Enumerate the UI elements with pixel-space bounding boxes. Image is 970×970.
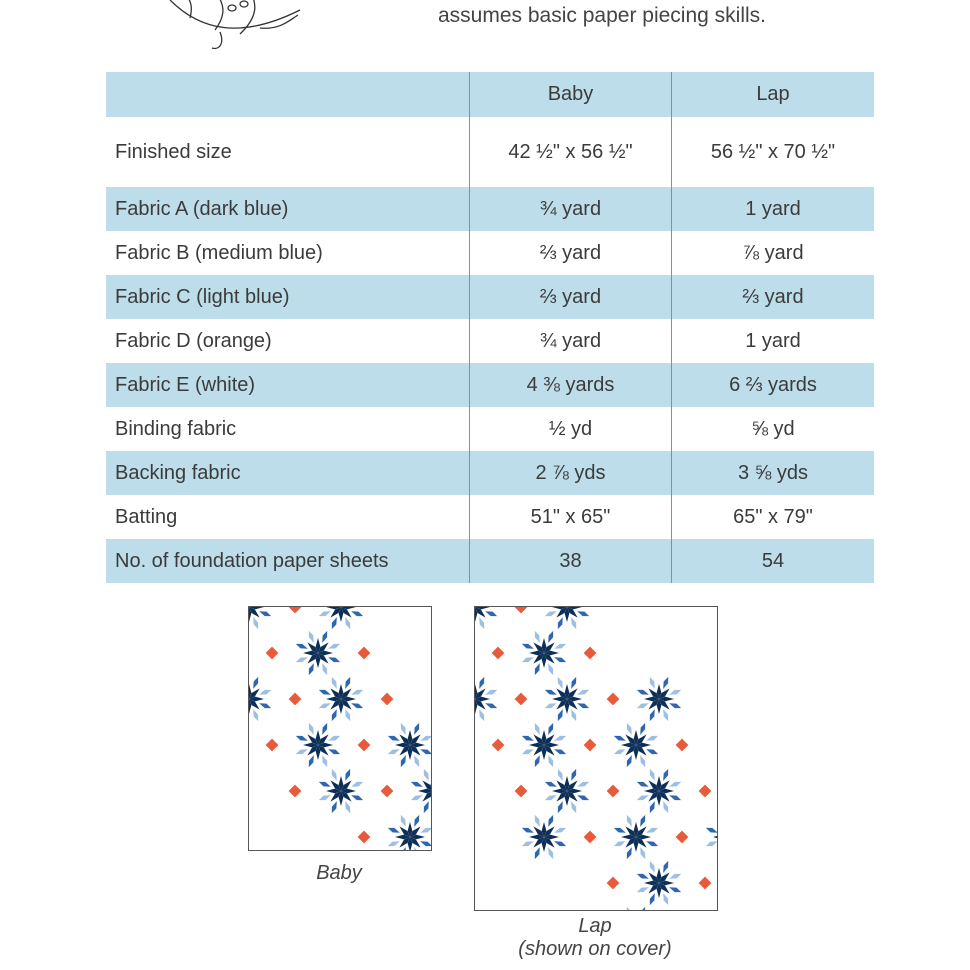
table-row xyxy=(106,319,874,363)
row-label: Fabric A (dark blue) xyxy=(106,187,470,231)
orange-diamond xyxy=(492,739,505,752)
row-baby-value: ¾ yard xyxy=(470,319,672,363)
orange-diamond xyxy=(584,739,597,752)
row-label: Backing fabric xyxy=(106,451,470,495)
orange-diamond xyxy=(515,785,528,798)
row-lap-value: ⅔ yard xyxy=(672,275,875,319)
header-item xyxy=(106,72,470,117)
orange-diamond xyxy=(358,647,371,660)
table-row xyxy=(106,231,874,275)
row-baby-value: 38 xyxy=(470,539,672,583)
orange-diamond xyxy=(607,693,620,706)
row-lap-value: 56 ½" x 70 ½" xyxy=(672,117,875,187)
orange-diamond xyxy=(381,693,394,706)
orange-diamond xyxy=(515,607,528,613)
table-row xyxy=(106,275,874,319)
star-block xyxy=(544,607,590,630)
row-label: Fabric E (white) xyxy=(106,363,470,407)
row-lap-value: 1 yard xyxy=(672,187,875,231)
table-row xyxy=(106,117,874,187)
table-header-row xyxy=(106,72,874,117)
intro-text: assumes basic paper piecing skills. xyxy=(438,4,766,27)
baby-quilt-diagram xyxy=(248,606,432,851)
star-block xyxy=(521,630,567,676)
orange-diamond xyxy=(515,693,528,706)
row-lap-value: ⅝ yd xyxy=(672,407,875,451)
star-block xyxy=(475,607,498,630)
orange-diamond xyxy=(607,785,620,798)
baby-quilt-caption: Baby xyxy=(316,862,362,884)
row-baby-value: ⅔ yard xyxy=(470,275,672,319)
header-lap: Lap xyxy=(672,72,875,117)
star-block xyxy=(613,814,659,860)
row-lap-value: 1 yard xyxy=(672,319,875,363)
orange-diamond xyxy=(289,693,302,706)
orange-diamond xyxy=(676,739,689,752)
star-block xyxy=(318,676,364,722)
star-block xyxy=(475,676,498,722)
star-block xyxy=(318,768,364,814)
orange-diamond xyxy=(289,607,302,613)
fabric-requirements-table xyxy=(106,72,874,583)
star-block xyxy=(613,906,659,910)
row-label: Binding fabric xyxy=(115,417,237,440)
star-block xyxy=(249,676,272,722)
row-lap-value: 3 ⅝ yds xyxy=(672,451,875,495)
row-baby-value: 4 ⅜ yards xyxy=(470,363,672,407)
star-block xyxy=(705,814,717,860)
table-row xyxy=(106,495,874,539)
row-lap-value: 6 ⅔ yards xyxy=(672,363,875,407)
table-row xyxy=(106,407,874,451)
header-baby: Baby xyxy=(470,72,672,117)
star-block xyxy=(521,722,567,768)
row-label: Fabric D (orange) xyxy=(115,329,272,352)
orange-diamond xyxy=(584,647,597,660)
table-row xyxy=(106,539,874,583)
star-block xyxy=(410,768,431,814)
row-label: Batting xyxy=(115,505,178,528)
star-block xyxy=(521,814,567,860)
orange-diamond xyxy=(699,785,712,798)
orange-diamond xyxy=(358,739,371,752)
star-block xyxy=(636,860,682,906)
row-label: No. of foundation paper sheets xyxy=(106,539,470,583)
lap-quilt-pattern xyxy=(475,607,717,910)
orange-diamond xyxy=(266,739,279,752)
row-label: Fabric B (medium blue) xyxy=(115,241,323,264)
row-baby-value: 51" x 65" xyxy=(470,495,672,539)
row-lap-value: ⅞ yard xyxy=(672,231,875,275)
table-row xyxy=(106,451,874,495)
orange-diamond xyxy=(358,831,371,844)
baby-quilt-pattern xyxy=(249,607,431,850)
star-block xyxy=(387,722,431,768)
row-lap-value: 54 xyxy=(672,539,875,583)
orange-diamond xyxy=(492,647,505,660)
table-row xyxy=(106,363,874,407)
orange-diamond xyxy=(584,831,597,844)
star-block xyxy=(636,676,682,722)
star-block xyxy=(613,722,659,768)
row-baby-value: ½ yd xyxy=(470,407,672,451)
star-block xyxy=(636,768,682,814)
lap-caption-title: Lap xyxy=(578,915,612,937)
orange-diamond xyxy=(676,831,689,844)
row-baby-value: ⅔ yard xyxy=(470,231,672,275)
orange-diamond xyxy=(289,785,302,798)
star-block xyxy=(387,814,431,850)
orange-diamond xyxy=(607,877,620,890)
star-block xyxy=(295,630,341,676)
lap-caption-note: (shown on cover) xyxy=(518,938,672,960)
star-block xyxy=(544,768,590,814)
row-lap-value: 65" x 79" xyxy=(672,495,875,539)
orange-diamond xyxy=(381,785,394,798)
star-block xyxy=(544,676,590,722)
row-label: Fabric C (light blue) xyxy=(106,275,470,319)
row-label: Finished size xyxy=(115,140,232,163)
table-row xyxy=(106,187,874,231)
lap-quilt-diagram xyxy=(474,606,718,911)
row-baby-value: ¾ yard xyxy=(470,187,672,231)
row-baby-value: 2 ⅞ yds xyxy=(470,451,672,495)
orange-diamond xyxy=(266,647,279,660)
row-baby-value: 42 ½" x 56 ½" xyxy=(470,117,672,187)
star-block xyxy=(295,722,341,768)
star-block xyxy=(705,906,717,910)
star-block xyxy=(249,607,272,630)
lap-quilt-caption xyxy=(474,915,716,961)
leaf-branch-illustration xyxy=(160,0,310,52)
star-block xyxy=(318,607,364,630)
orange-diamond xyxy=(699,877,712,890)
